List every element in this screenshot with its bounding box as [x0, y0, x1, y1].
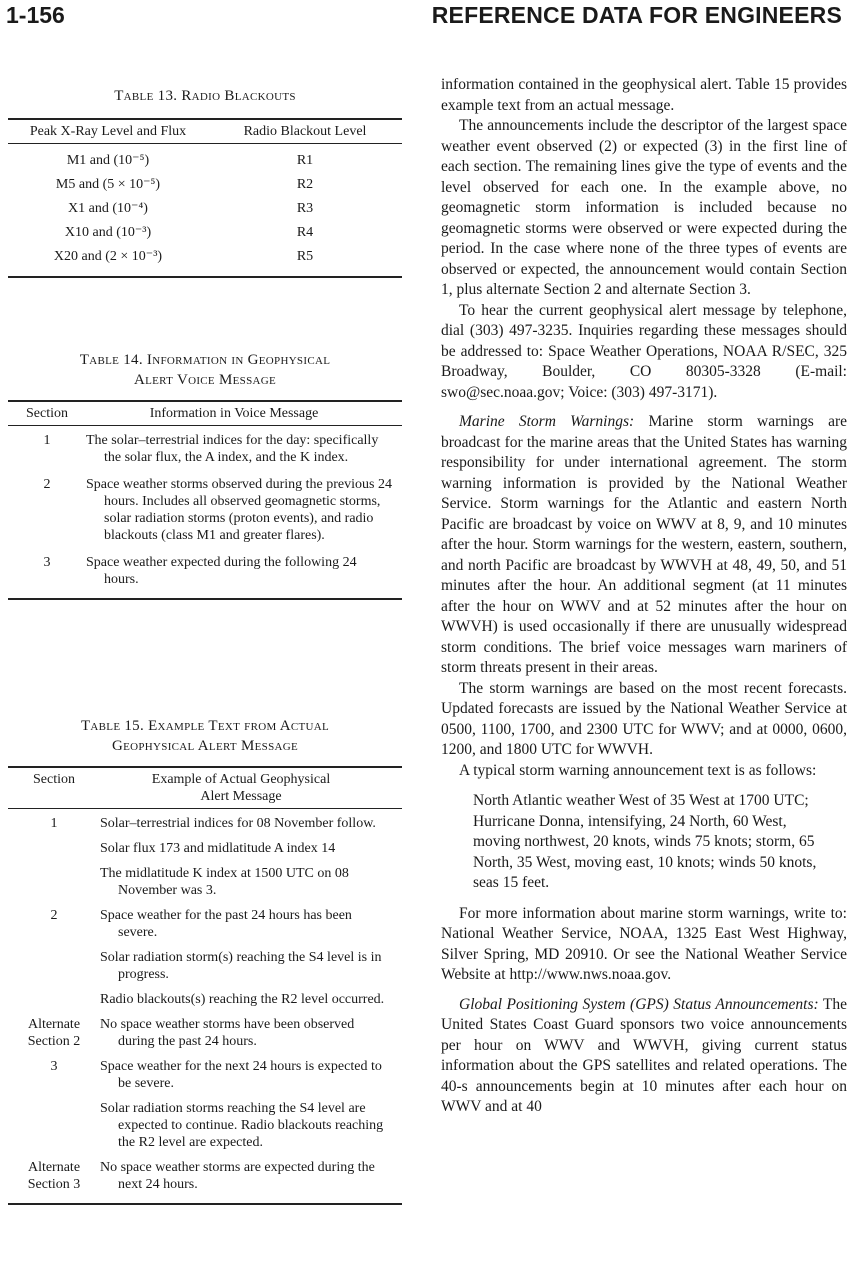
column-header-level: Radio Blackout Level: [243, 124, 367, 139]
section-cell: 1: [50, 816, 58, 831]
flux-cell: X20 and (2 × 10⁻³): [53, 248, 163, 264]
table-row: [8, 815, 402, 907]
column-header-section: Section: [33, 772, 75, 787]
level-cell: R3: [296, 200, 314, 216]
paragraph: The announcements include the descriptor of the largest space weather event observed (2) or expected (3) in the first line of each section. The remaining lines give the type of events and the level observed for each one. In the example above, no geomagnetic storm information is included because no geomagnetic storms were observed or were expected during the period. In the case where none of the three types of events are observed or expected, the announcement would contain Section 1, plus alternate Section 2 and alternate Section 3.: [441, 117, 847, 298]
level-cell: R2: [296, 176, 314, 192]
level-cell: R5: [296, 248, 314, 264]
table-15-title-line1: Table 15. Example Text from Actual: [80, 718, 330, 734]
section-cell: 3: [43, 555, 51, 570]
table-header-rule: [8, 425, 402, 426]
column-header-example: Example of Actual Geophysical Alert Message: [151, 772, 331, 804]
table-bottom-rule: [8, 598, 402, 600]
body-text-column: [441, 75, 847, 1118]
table-row: [8, 476, 402, 544]
table-row: [8, 244, 402, 268]
paragraph-marine-storm: [441, 412, 847, 679]
table-15-title-line2: Geophysical Alert Message: [111, 738, 299, 754]
flux-cell: M5 and (5 × 10⁻⁵): [55, 176, 161, 192]
table-header-row: [8, 768, 402, 808]
table-row: [8, 220, 402, 244]
info-cell: Space weather expected during the following 24 hours.: [86, 555, 357, 587]
info-cell: The solar–terrestrial indices for the day: specifically the solar flux, the A index, and the K index.: [86, 433, 379, 465]
paragraph: information contained in the geophysical alert. Table 15 provides example text from an actual message.: [441, 76, 847, 114]
example-line: No space weather storms have been observed during the past 24 hours.: [100, 1017, 355, 1049]
table-header-rule: [8, 808, 402, 809]
run-in-heading: Marine Storm Warnings:: [459, 413, 635, 430]
table-row: [8, 432, 402, 466]
table-row: [8, 1058, 402, 1159]
paragraph-gps: [441, 995, 847, 1118]
column-header-info: Information in Voice Message: [149, 406, 319, 421]
section-cell: 1: [43, 433, 51, 448]
table-13: [8, 86, 402, 278]
table-row: [8, 172, 402, 196]
table-bottom-rule: [8, 276, 402, 278]
column-header-flux: Peak X-Ray Level and Flux: [29, 124, 187, 139]
section-cell: 3: [50, 1059, 58, 1074]
table-13-title: Table 13. Radio Blackouts: [114, 88, 296, 104]
example-line: Solar radiation storms reaching the S4 level are expected to continue. Radio blackouts reaching the R2 level are expected.: [100, 1101, 384, 1150]
table-row: [8, 1016, 402, 1058]
table-header-row: [8, 402, 402, 425]
flux-cell: X10 and (10⁻³): [64, 224, 152, 240]
example-line: Solar–terrestrial indices for 08 November follow.: [100, 816, 376, 831]
table-15: [8, 716, 402, 1205]
section-cell: 2: [43, 477, 51, 492]
block-quote: North Atlantic weather West of 35 West at 1700 UTC; Hurricane Donna, intensifying, 24 North, 60 West, moving northwest, 20 knots, winds 75 knots; storm, 65 North, 35 West, moving east, 10 knots; winds 50 knots, seas 15 feet.: [473, 792, 817, 891]
table-row: [8, 907, 402, 1016]
table-14: [8, 350, 402, 600]
example-line: Space weather for the past 24 hours has been severe.: [100, 908, 352, 940]
table-header-row: [8, 120, 402, 143]
table-row: [8, 148, 402, 172]
example-line: The midlatitude K index at 1500 UTC on 08 November was 3.: [100, 866, 349, 898]
paragraph-text: Marine storm warnings are broadcast for the marine areas that the United States has warning responsibility for under international agreement. The storm warning information is provided by the National Weather Service. Storm warnings for the Atlantic and eastern North Pacific are broadcast by voice on WWV at 8, 9, and 10 minutes after the hour. Storm warnings for the western, eastern, southern, and north Pacific are broadcast by WWVH at 48, 49, 50, and 51 minutes after the hour. An additional segment (at 11 minutes after the hour on WWV and at 52 minutes after the hour on WWVH) is used occasionally if there are unusually widespread storm conditions. The brief voice messages warn mariners of storm threats present in their areas.: [441, 413, 847, 676]
table-bottom-rule: [8, 1203, 402, 1205]
paragraph-text: The United States Coast Guard sponsors two voice announcements per hour on WWV and WWVH, giving current status information about the GPS satellites and related operations. The 40-s announcements begin at 10 minutes after each hour on WWV and at 40: [441, 995, 847, 1115]
run-in-heading: Global Positioning System (GPS) Status Announcements:: [459, 995, 819, 1013]
example-line: No space weather storms are expected during the next 24 hours.: [100, 1160, 375, 1192]
example-line: Solar flux 173 and midlatitude A index 14: [100, 841, 336, 856]
flux-cell: X1 and (10⁻⁴): [68, 200, 148, 216]
example-line: Space weather for the next 24 hours is expected to be severe.: [100, 1059, 382, 1091]
column-header-section: Section: [26, 406, 68, 421]
section-cell: Alternate Section 2: [27, 1017, 81, 1049]
page-number: 1-156: [6, 2, 65, 28]
paragraph: A typical storm warning announcement text is as follows:: [459, 761, 817, 779]
table-14-title-line1: Table 14. Information in Geophysical: [79, 352, 331, 368]
level-cell: R1: [296, 152, 314, 168]
paragraph: To hear the current geophysical alert message by telephone, dial (303) 497-3235. Inquiries regarding these messages should be addressed to: Space Weather Operations, NOAA R/SEC, 325 Broadway, Boulder, CO 80305-3328 (E-mail: swo@sec.noaa.gov; Voice: (303) 497-3171).: [441, 301, 847, 401]
table-14-title-line2: Alert Voice Message: [134, 372, 276, 388]
example-line: Radio blackouts(s) reaching the R2 level occurred.: [100, 992, 385, 1007]
table-row: [8, 554, 402, 588]
table-row: [8, 196, 402, 220]
section-cell: 2: [50, 908, 58, 923]
table-header-rule: [8, 143, 402, 144]
level-cell: R4: [296, 224, 314, 240]
flux-cell: M1 and (10⁻⁵): [66, 152, 150, 168]
info-cell: Space weather storms observed during the previous 24 hours. Includes all observed geomagnetic storms, solar radiation storms (proton events), and radio blackouts (class M1 and greater flares).: [86, 477, 392, 543]
example-line: Solar radiation storm(s) reaching the S4 level is in progress.: [100, 950, 382, 982]
table-row: [8, 1159, 402, 1201]
section-cell: Alternate Section 3: [27, 1160, 81, 1192]
paragraph: For more information about marine storm warnings, write to: National Weather Service, NOAA, 1325 East West Highway, Silver Spring, MD 20910. Or see the National Weather Service Website at http://www.nws.noaa.gov.: [441, 904, 847, 983]
running-title: REFERENCE DATA FOR ENGINEERS: [431, 2, 842, 28]
paragraph: The storm warnings are based on the most recent forecasts. Updated forecasts are issued by the National Weather Service at 0500, 1100, 1700, and 2300 UTC for WWV; and at 0000, 0600, 1200, and 1800 UTC for WWVH.: [441, 679, 847, 758]
